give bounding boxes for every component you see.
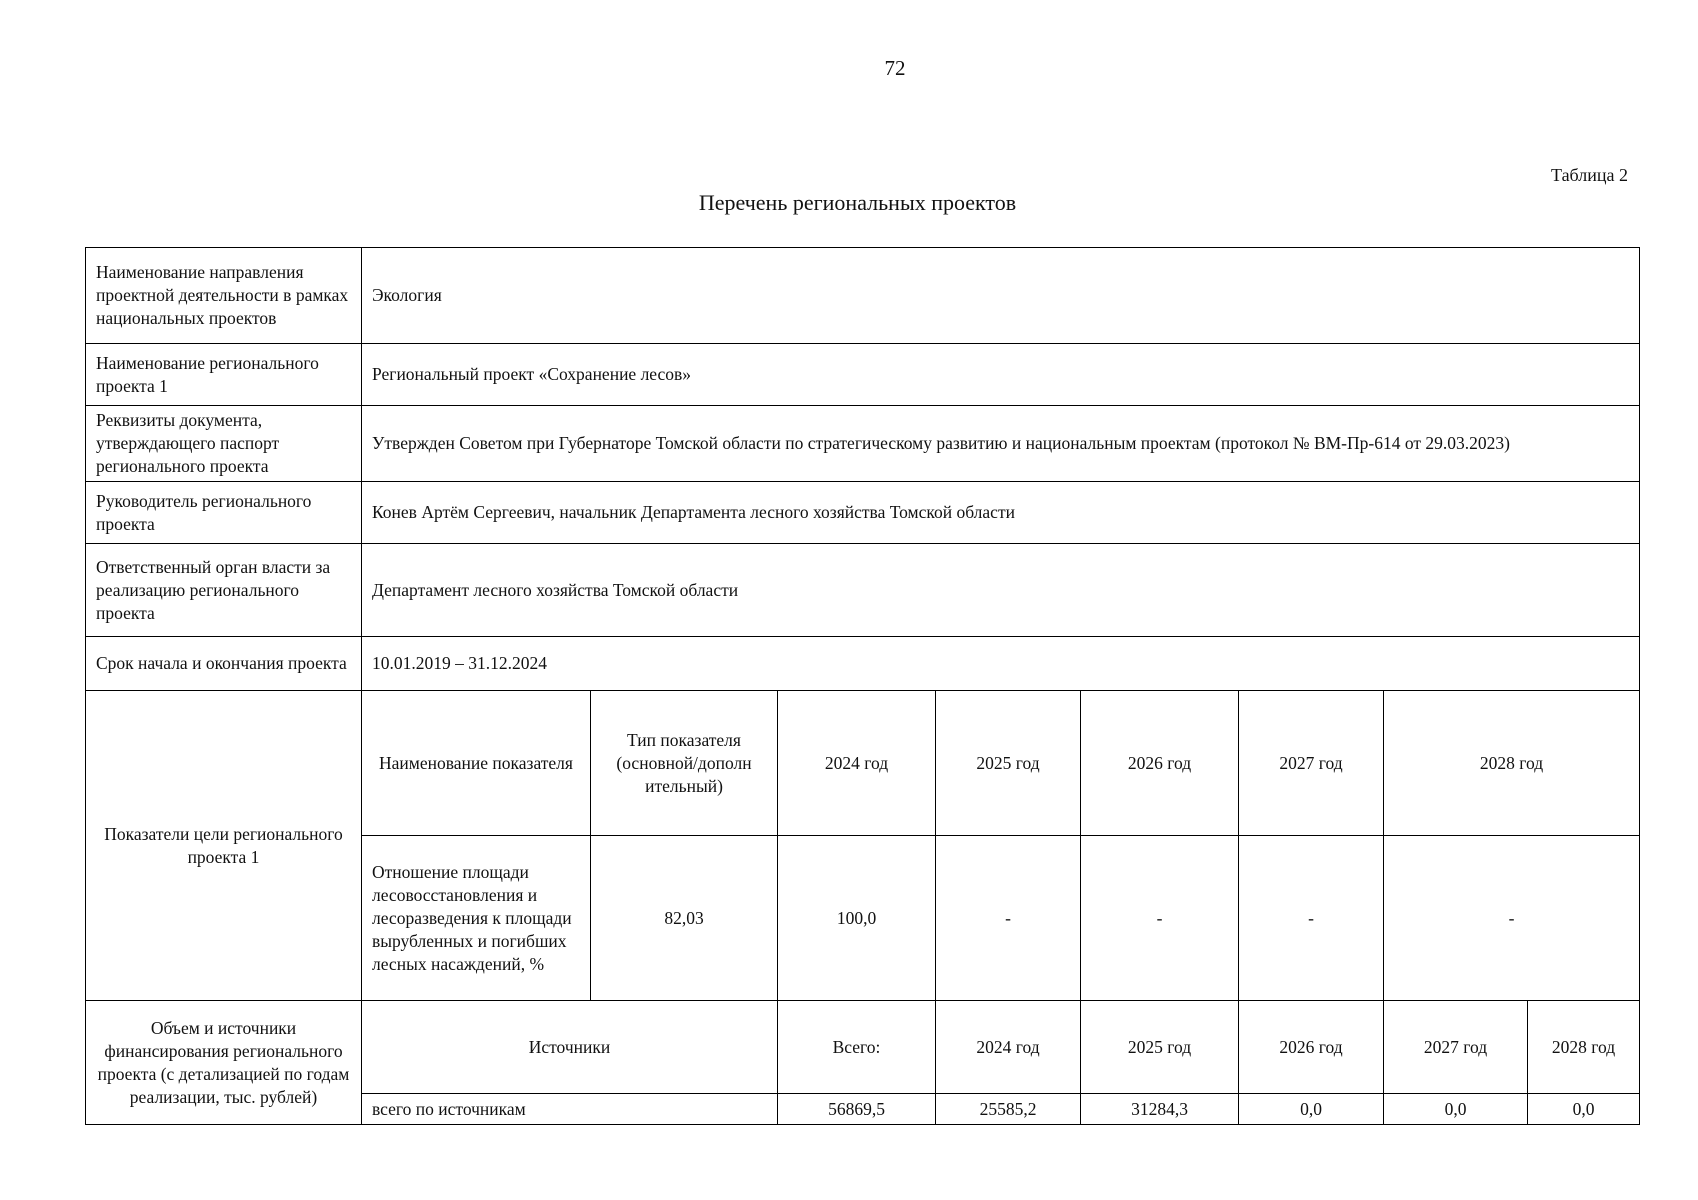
indicator-2025-header: 2025 год	[936, 691, 1081, 836]
indicator-2026: -	[1081, 836, 1239, 1001]
financing-2026: 0,0	[1239, 1094, 1384, 1125]
indicators-header-row	[86, 691, 1640, 836]
indicator-2026-header: 2026 год	[1081, 691, 1239, 836]
financing-2024: 25585,2	[936, 1094, 1081, 1125]
indicators-label: Показатели цели регионального проекта 1	[86, 691, 362, 1001]
document-label: Реквизиты документа, утверждающего паспорт регионального проекта	[86, 406, 362, 482]
financing-total: 56869,5	[778, 1094, 936, 1125]
term-value: 10.01.2019 – 31.12.2024	[362, 637, 1640, 691]
indicator-2027: -	[1239, 836, 1384, 1001]
financing-2026-header: 2026 год	[1239, 1001, 1384, 1094]
indicator-2027-header: 2027 год	[1239, 691, 1384, 836]
indicator-2024: 100,0	[778, 836, 936, 1001]
direction-label: Наименование направления проектной деятельности в рамках национальных проектов	[86, 248, 362, 344]
indicator-2028-header: 2028 год	[1384, 691, 1640, 836]
financing-source: всего по источникам	[362, 1094, 778, 1125]
row-head	[86, 482, 1640, 544]
financing-2028: 0,0	[1528, 1094, 1640, 1125]
financing-2028-header: 2028 год	[1528, 1001, 1640, 1094]
head-value: Конев Артём Сергеевич, начальник Департамента лесного хозяйства Томской области	[362, 482, 1640, 544]
financing-total-header: Всего:	[778, 1001, 936, 1094]
financing-2025-header: 2025 год	[1081, 1001, 1239, 1094]
financing-sources-header: Источники	[362, 1001, 778, 1094]
financing-2027: 0,0	[1384, 1094, 1528, 1125]
regional-projects-table	[85, 247, 1640, 1125]
financing-header-row	[86, 1001, 1640, 1094]
financing-2025: 31284,3	[1081, 1094, 1239, 1125]
project-name-label: Наименование регионального проекта 1	[86, 344, 362, 406]
table-label: Таблица 2	[1551, 165, 1628, 185]
indicator-name-header: Наименование показателя	[362, 691, 591, 836]
head-label: Руководитель регионального проекта	[86, 482, 362, 544]
page-number: 72	[884, 56, 906, 80]
document-title: Перечень региональных проектов	[698, 190, 1017, 215]
responsible-body-value: Департамент лесного хозяйства Томской области	[362, 544, 1640, 637]
financing-label: Объем и источники финансирования регионального проекта (с детализацией по годам реализации, тыс. рублей)	[86, 1001, 362, 1125]
row-term	[86, 637, 1640, 691]
term-label: Срок начала и окончания проекта	[86, 637, 362, 691]
row-direction	[86, 248, 1640, 344]
document-value: Утвержден Советом при Губернаторе Томской области по стратегическому развитию и национальным проектам (протокол № ВМ-Пр-614 от 29.03.2023)	[362, 406, 1640, 482]
financing-2024-header: 2024 год	[936, 1001, 1081, 1094]
indicator-2028: -	[1384, 836, 1640, 1001]
row-project-name	[86, 344, 1640, 406]
indicator-2025: -	[936, 836, 1081, 1001]
indicator-2024-header: 2024 год	[778, 691, 936, 836]
project-name-value: Региональный проект «Сохранение лесов»	[362, 344, 1640, 406]
direction-value: Экология	[362, 248, 1640, 344]
indicator-type: 82,03	[591, 836, 778, 1001]
financing-2027-header: 2027 год	[1384, 1001, 1528, 1094]
row-document	[86, 406, 1640, 482]
row-responsible-body	[86, 544, 1640, 637]
indicator-type-header: Тип показателя (основной/дополн ительный)	[591, 691, 778, 836]
indicator-name: Отношение площади лесовосстановления и лесоразведения к площади вырубленных и погибших лесных насаждений, %	[362, 836, 591, 1001]
responsible-body-label: Ответственный орган власти за реализацию регионального проекта	[86, 544, 362, 637]
